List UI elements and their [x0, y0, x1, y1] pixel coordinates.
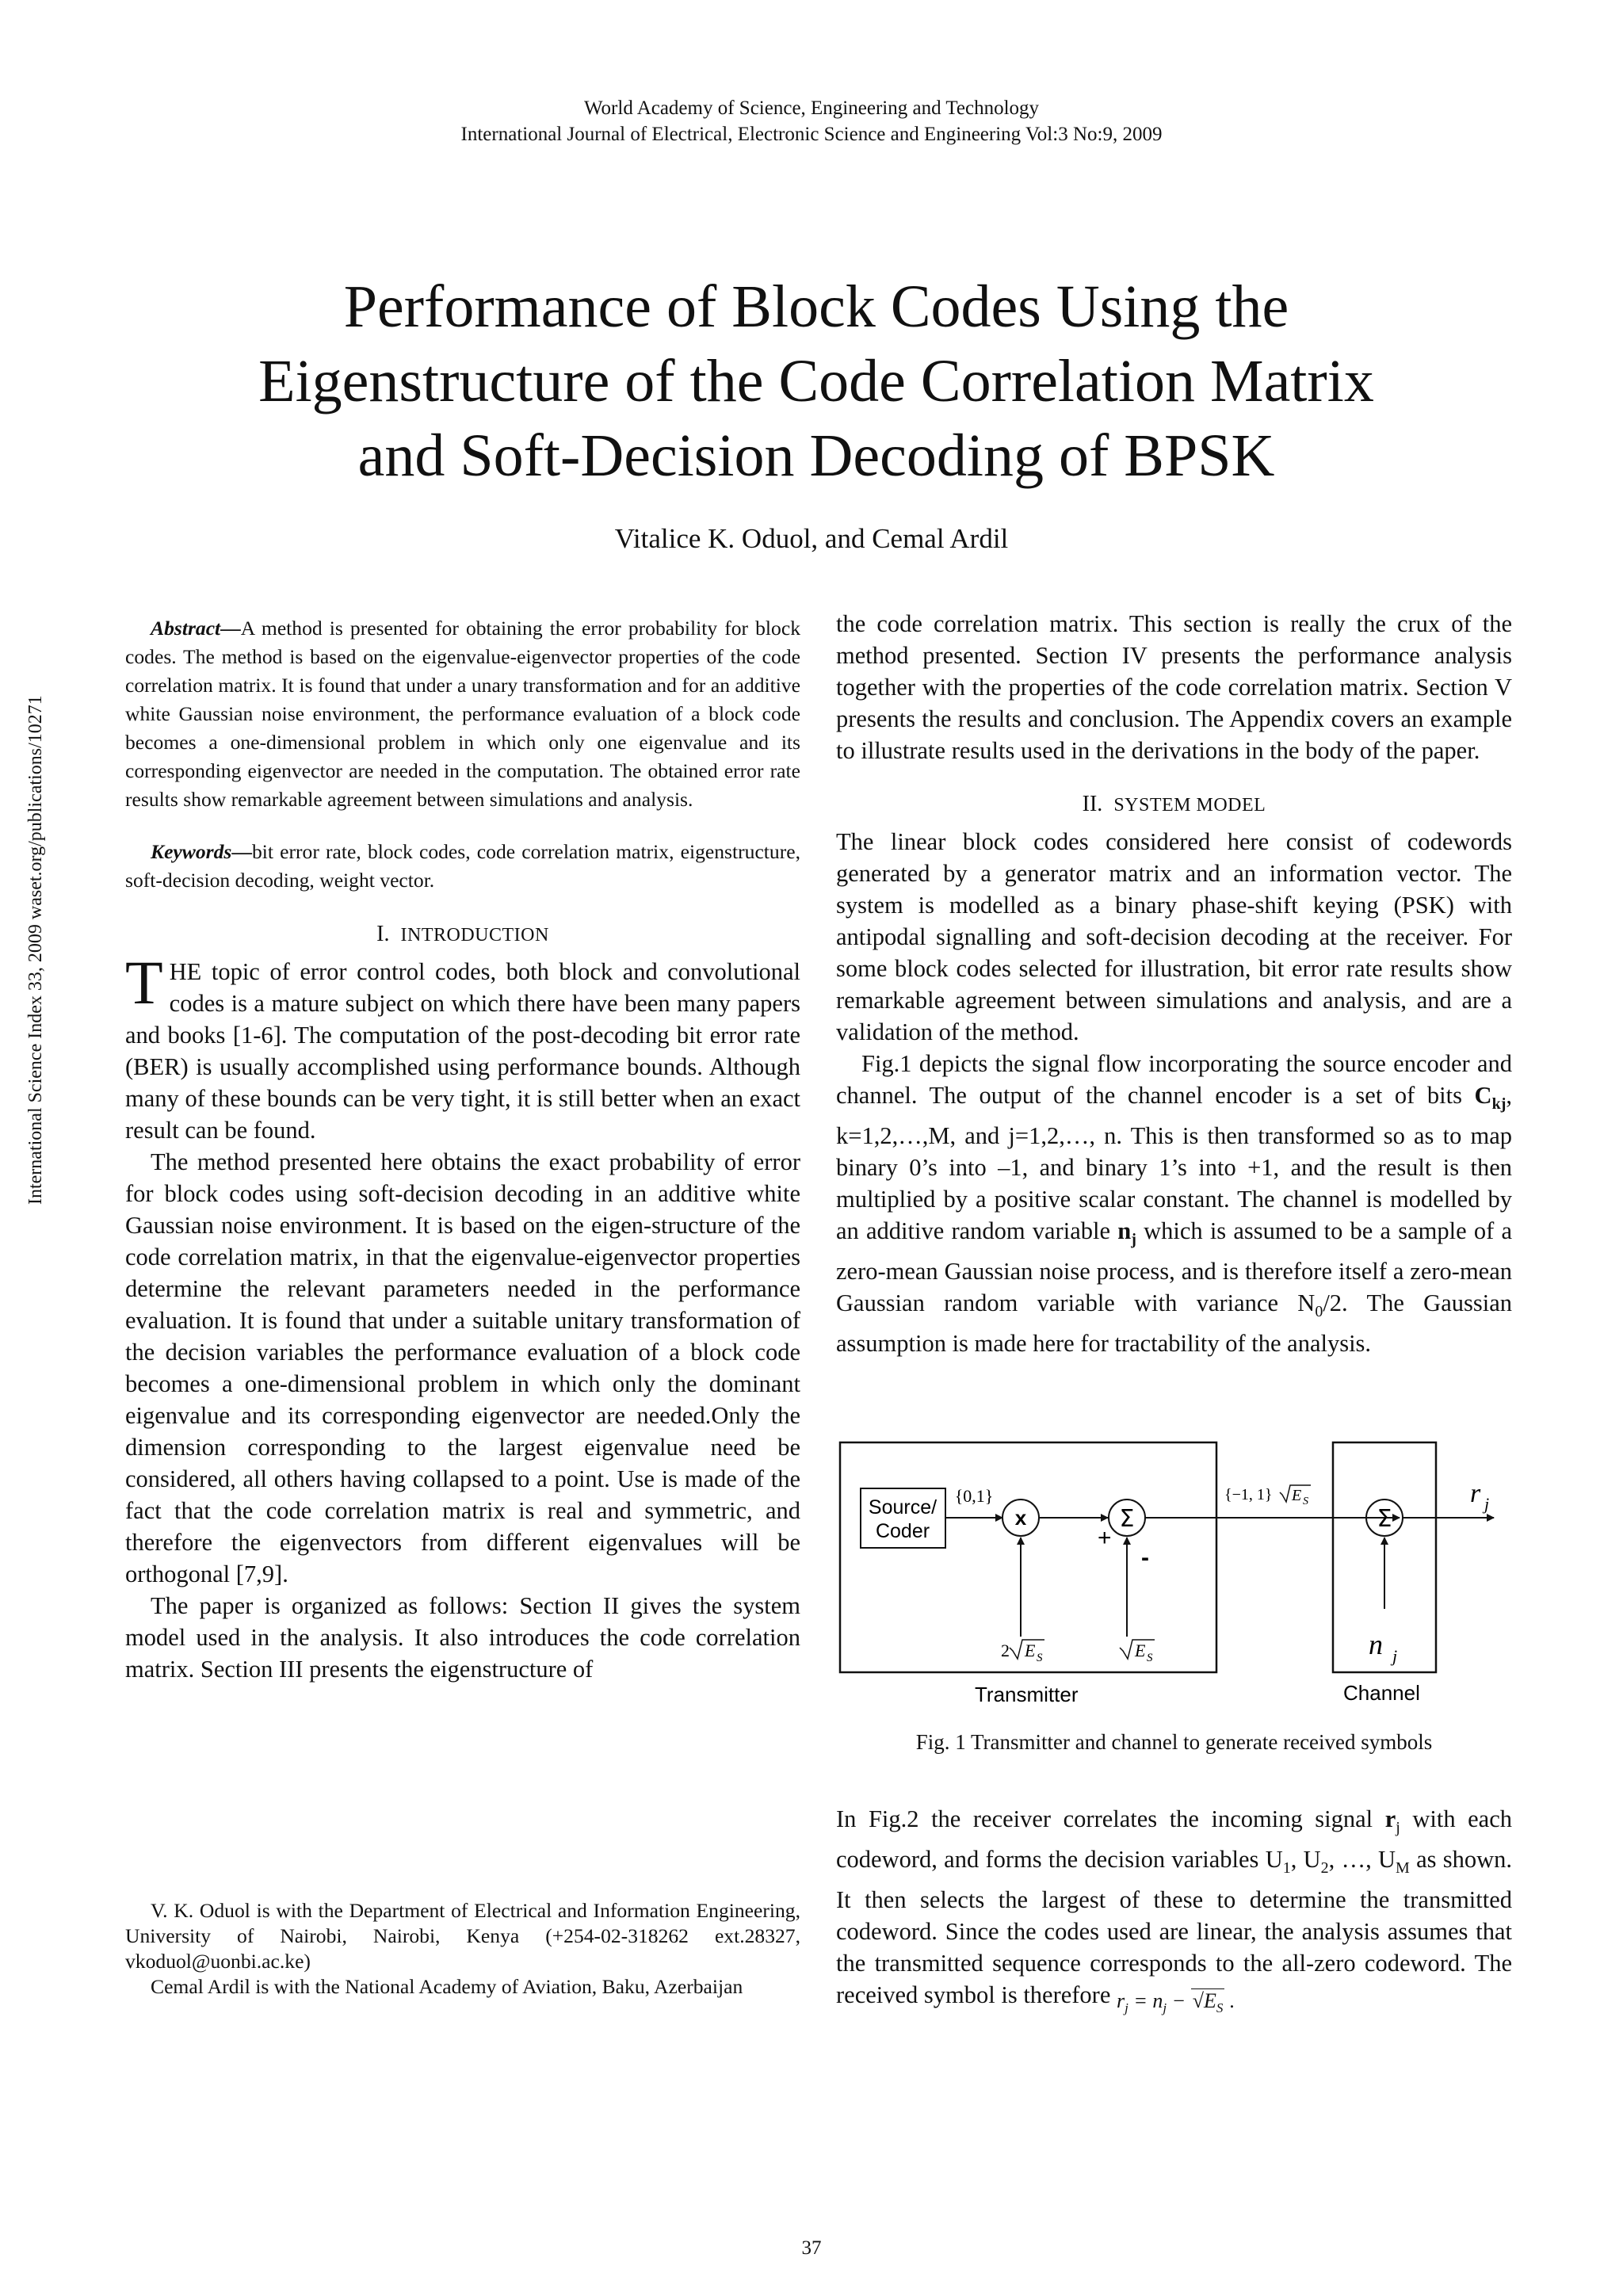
footnote-1: V. K. Oduol is with the Department of Electrical and Information Engineering, University of Nairobi, Nairobi, Kenya (+254-02-318262 ext.28327, vkoduol@uonbi.ac.ke): [125, 1899, 800, 1973]
keywords-dash: —: [231, 840, 252, 863]
abstract-dash: —: [220, 617, 241, 640]
keywords-label: Keywords: [151, 840, 232, 863]
bold-r: r: [1384, 1805, 1396, 1832]
dropcap: T: [125, 948, 163, 1017]
left-column: [125, 614, 800, 1685]
abstract-label: Abstract: [151, 617, 221, 640]
abstract-text: A method is presented for obtaining the error probability for block codes. The method is based on the eigenvalue-eigenvector properties of the code correlation matrix. It is found that under a unary transformation and for an additive white Gaussian noise environment, the performance evaluation of a block code becomes a one-dimensional problem in which only one eigenvalue and its corresponding eigenvector are needed in the computation. The obtained error rate results show remarkable agreement between simulations and analysis.: [125, 617, 800, 811]
source-coder-line2: Coder: [875, 1520, 930, 1542]
intro-p1-text: HE topic of error control codes, both block and convolutional codes is a mature subject on which there have been many papers and books [1-6]. The computation of the post-decoding bit error rate (BER) is usually accomplished using performance bounds. Although many of these bounds can be very tight, it is still better when an exact result can be found.: [125, 958, 800, 1144]
levels-E: E: [1292, 1487, 1302, 1504]
figure-1: [836, 1438, 1518, 1724]
right-column: [836, 608, 1512, 1359]
output-r: r: [1470, 1479, 1481, 1508]
authors: Vitalice K. Oduol, and Cemal Ardil: [614, 523, 1009, 554]
transmitter-label: Transmitter: [975, 1683, 1079, 1706]
received-symbol-equation: $r_j = n_j - √E_S$ .: [1117, 1989, 1235, 2016]
offset-S: S: [1147, 1652, 1153, 1664]
levels-label: {−1, 1}: [1224, 1486, 1273, 1503]
set01-label: {0,1}: [954, 1486, 994, 1506]
offset-E: E: [1135, 1641, 1146, 1660]
section1-heading: [125, 919, 800, 951]
side-index-text: International Science Index 33, 2009 waset.org/publications/10271: [25, 695, 46, 1205]
intro-paragraph3: The paper is organized as follows: Section II gives the system model used in the analysis. It also introduces the code correlation matrix. Section III presents the eigenstructure of: [125, 1592, 800, 1683]
section2-heading: [836, 789, 1512, 821]
output-j: j: [1484, 1494, 1490, 1514]
keywords: [125, 838, 800, 895]
paper-title: [119, 269, 1514, 493]
plus-sign: +: [1098, 1525, 1112, 1551]
sum1-symbol: Σ: [1119, 1505, 1135, 1533]
section1-number: I.: [376, 922, 390, 946]
transmitter-box: [840, 1442, 1216, 1672]
noise-n: n: [1369, 1629, 1383, 1660]
figure-1-caption: Fig. 1 Transmitter and channel to generate received symbols: [915, 1730, 1433, 1754]
scale-S: S: [1037, 1652, 1043, 1664]
section2-number: II.: [1082, 792, 1103, 816]
sum2-symbol: Σ: [1377, 1505, 1392, 1533]
section2-title: SYSTEM MODEL: [1113, 795, 1266, 816]
title-line3: and Soft-Decision Decoding of BPSK: [357, 422, 1275, 489]
footnote-2: Cemal Ardil is with the National Academy of Aviation, Baku, Azerbaijan: [151, 1975, 743, 1998]
abstract: [125, 614, 800, 814]
keywords-text: bit error rate, block codes, code correlation matrix, eigenstructure, soft-decision decoding, weight vector.: [125, 840, 800, 892]
journal-header-line1: World Academy of Science, Engineering and Technology: [583, 97, 1040, 119]
title-line1: Performance of Block Codes Using the: [343, 273, 1289, 340]
intro-paragraph2: The method presented here obtains the exact probability of error for block codes using soft-decision decoding in an additive white Gaussian noise environment. It is based on the eigen-structure of the code correlation matrix, in that the eigenvalue-eigenvector properties determine the relevant parameters needed in the performance evaluation. It is found that under a suitable unitary transformation of the decision variables the performance evaluation of a block code becomes a one-dimensional problem in which only the dominant eigenvalue and its corresponding eigenvector are needed.Only the dimension corresponding to the largest eigenvalue need be considered, all others having collapsed to a point. Use is made of the fact that the code correlation matrix is real and symmetric, and therefore the eigenvectors from different eigenvalues will be orthogonal [7,9].: [125, 1148, 800, 1587]
right-column-lower: [836, 1803, 1512, 2024]
scale-E: E: [1025, 1641, 1036, 1660]
channel-label: Channel: [1343, 1681, 1420, 1705]
system-model-paragraph2: Fig.1 depicts the signal flow incorporating the source encoder and channel. The output of the channel encoder is a set of bits $C_{kj}$, k=1,2,…,M, and j=1,2,…, n. This is then transformed so as to map binary 0’s into –1, and binary 1’s into +1, and the result is then multiplied by a positive scalar constant. The channel is modelled by an additive random variable $n_j$ which is assumed to be a sample of a zero-mean Gaussian noise process, and is therefore itself a zero-mean Gaussian random variable with variance $N_0/2$. The Gaussian assumption is made here for tractability of the analysis.: [836, 1050, 1512, 1358]
multiplier-symbol: x: [1014, 1506, 1027, 1530]
bold-n: n: [1117, 1217, 1132, 1245]
minus-sign: -: [1141, 1545, 1149, 1571]
footnotes: [125, 1898, 800, 2000]
page-number: 37: [801, 2237, 822, 2259]
levels-S: S: [1303, 1496, 1308, 1507]
noise-j: j: [1392, 1646, 1398, 1666]
scale-coef: 2: [1001, 1641, 1010, 1660]
system-model-paragraph3: In Fig.2 the receiver correlates the incoming signal $r_j$ with each codeword, and forms the decision variables $U_1$, $U_2$, …, $U_M$ as shown. It then selects the largest of these to determine the transmitted codeword. Since the codes used are linear, the analysis assumes that the transmitted sequence corresponds to the all-zero codeword. The received symbol is therefore $r_j = n_j - √E_S$ .: [836, 1803, 1512, 2024]
section1-title: INTRODUCTION: [400, 925, 549, 946]
source-coder-line1: Source/: [868, 1496, 938, 1519]
intro-paragraph1: [125, 948, 800, 1146]
system-model-paragraph1: The linear block codes considered here consist of codewords generated by a generator matrix and an information vector. The system is modelled as a binary phase-shift keying (PSK) with antipodal signalling and soft-decision decoding at the receiver. For some block codes selected for illustration, bit error rate results show remarkable agreement between simulations and analysis, and are a validation of the method.: [836, 828, 1512, 1045]
journal-header-line2: International Journal of Electrical, Electronic Science and Engineering Vol:3 No:9, 2009: [460, 124, 1163, 145]
right-intro-continuation: the code correlation matrix. This section is really the crux of the method presented. Section IV presents the performance analysis together with the properties of the code correlation matrix. Section V presents the results and conclusion. The Appendix covers an example to illustrate results used in the derivations in the body of the paper.: [836, 610, 1512, 764]
bold-C: C: [1474, 1082, 1492, 1109]
title-line2: Eigenstructure of the Code Correlation Matrix: [258, 348, 1374, 415]
figure-1-diagram: [836, 1438, 1518, 1724]
